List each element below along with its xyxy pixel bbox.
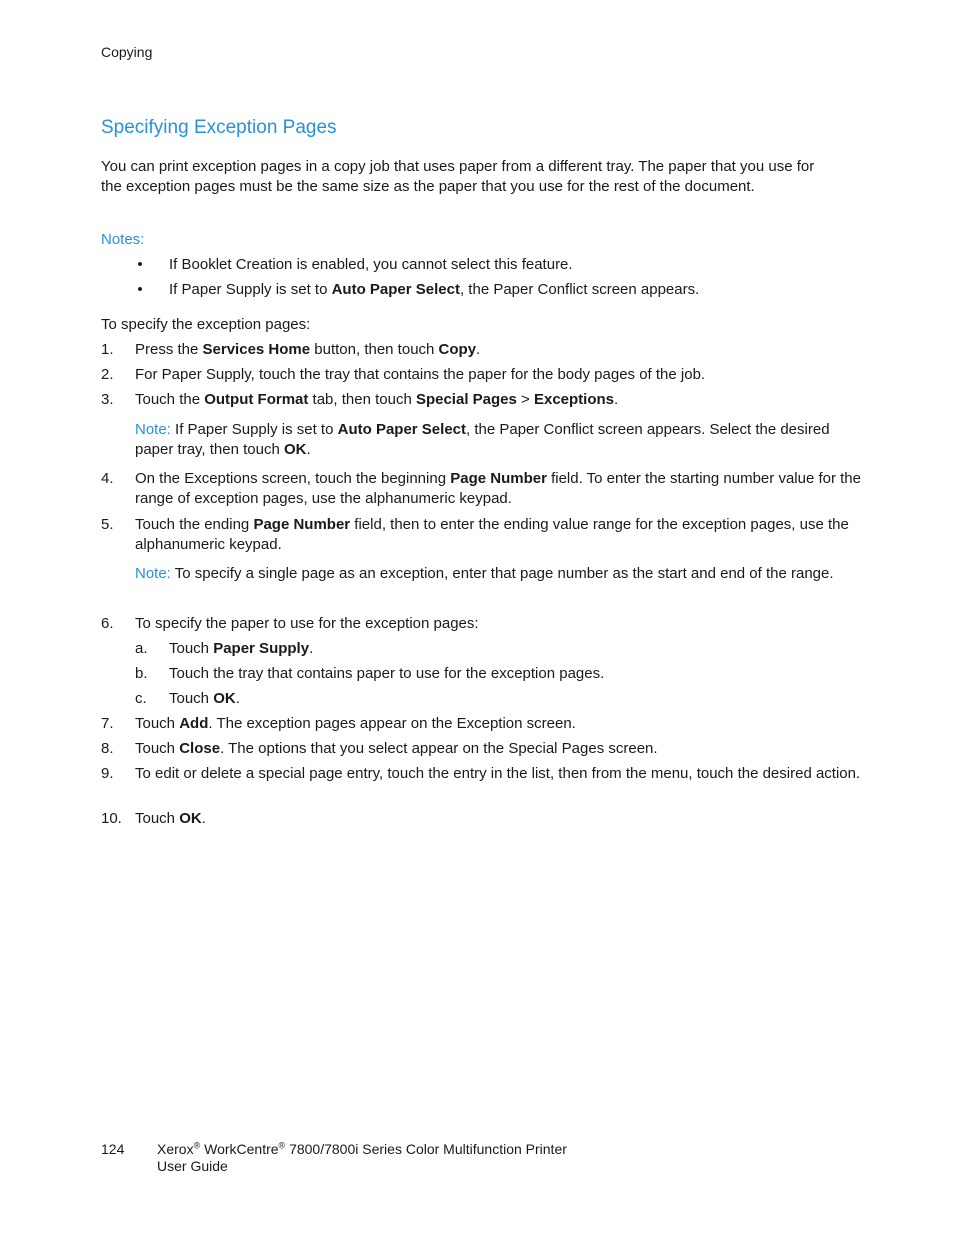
- intro-paragraph: You can print exception pages in a copy job that uses paper from a different tray. The paper that you use for the exception pages must be the same size as the paper that you use for the rest of the document.: [101, 158, 815, 195]
- substep-text: Touch the tray that contains paper to use for the exception pages.: [169, 665, 605, 682]
- step-number: 7.: [101, 715, 114, 732]
- step-text: Touch Add. The exception pages appear on the Exception screen.: [135, 715, 576, 732]
- step-text: For Paper Supply, touch the tray that contains the paper for the body pages of the job.: [135, 366, 706, 383]
- step-text: Touch the Output Format tab, then touch Special Pages > Exceptions.: [135, 391, 619, 408]
- step-text: To edit or delete a special page entry, touch the entry in the list, then from the menu, touch the desired action.: [135, 765, 861, 782]
- footer-product: Xerox® WorkCentre® 7800/7800i Series Color Multifunction Printer User Guide: [157, 1140, 567, 1174]
- substep-text: Touch OK.: [169, 690, 240, 707]
- substep-letter: a.: [135, 640, 148, 657]
- step-text: On the Exceptions screen, touch the beginning Page Number field. To enter the starting number value for the range of exception pages, use the alphanumeric keypad.: [135, 470, 861, 507]
- page-number: 124: [101, 1141, 125, 1157]
- step-number: 8.: [101, 740, 114, 757]
- bullet-icon: •: [137, 256, 143, 273]
- step-number: 3.: [101, 391, 114, 408]
- step-number: 2.: [101, 366, 114, 383]
- footer-guide: User Guide: [157, 1158, 228, 1174]
- note-label: Note:: [135, 421, 171, 438]
- substep-letter: b.: [135, 665, 148, 682]
- substep-text: Touch Paper Supply.: [169, 640, 314, 657]
- step-text: Touch OK.: [135, 810, 206, 827]
- bullet-icon: •: [137, 281, 143, 298]
- step-5-note: Note: To specify a single page as an exception, enter that page number as the start and end of the range.: [135, 565, 834, 582]
- step-3-note: Note: If Paper Supply is set to Auto Paper Select, the Paper Conflict screen appears. Select the desired paper tray, then touch OK.: [135, 421, 830, 458]
- procedure-lead: To specify the exception pages:: [101, 316, 311, 333]
- running-header: Copying: [101, 44, 153, 60]
- note-label: Note:: [135, 565, 171, 582]
- step-text: Touch Close. The options that you select appear on the Special Pages screen.: [135, 740, 658, 757]
- step-text: To specify the paper to use for the exception pages:: [135, 615, 479, 632]
- step-number: 1.: [101, 341, 114, 358]
- note-bullet-text: If Booklet Creation is enabled, you cannot select this feature.: [169, 256, 573, 273]
- step-number: 5.: [101, 516, 114, 533]
- substep-letter: c.: [135, 690, 147, 707]
- notes-label: Notes:: [101, 231, 145, 248]
- step-number: 9.: [101, 765, 114, 782]
- step-number: 6.: [101, 615, 114, 632]
- step-number: 10.: [101, 810, 122, 827]
- step-text: Touch the ending Page Number field, then to enter the ending value range for the exception pages, use the alphanumeric keypad.: [135, 516, 849, 553]
- section-title: Specifying Exception Pages: [101, 117, 337, 138]
- step-text: Press the Services Home button, then touch Copy.: [135, 341, 481, 358]
- step-number: 4.: [101, 470, 114, 487]
- note-bullet-text: If Paper Supply is set to Auto Paper Select, the Paper Conflict screen appears.: [169, 281, 700, 298]
